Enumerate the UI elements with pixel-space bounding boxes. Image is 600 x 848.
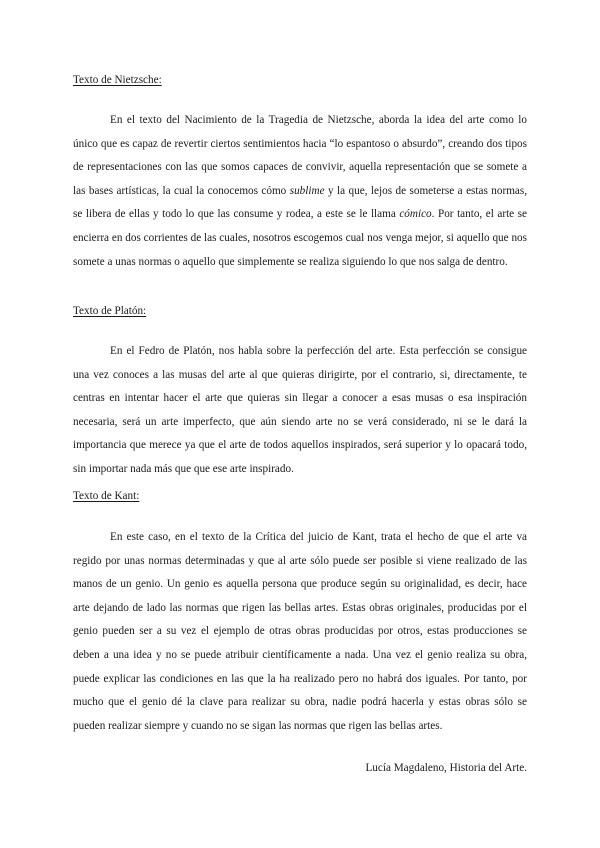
heading-kant: Texto de Kant: (73, 490, 140, 502)
nietzsche-text-part-1: En el texto del Nacimiento de la Tragedia de Nietzsche, aborda la idea del arte como lo único que es capaz de revertir ciertos sentimientos hacia “lo espantoso o absurdo”, creando dos tipos de representaciones con las que somos capaces de convivir, aquella representación que se somete a las bases artísticas, la cual la conocemos cómo (73, 114, 527, 197)
paragraph-nietzsche (73, 109, 527, 274)
paragraph-kant: En este caso, en el texto de la Crítica del juicio de Kant, trata el hecho de que el arte va regido por unas normas determinadas y que al arte sólo puede ser posible si viene realizado de las manos de un genio. Un genio es aquella persona que produce según su originalidad, es decir, hace arte dejando de lado las normas que rigen las bellas artes. Estas obras originales, producidas por el genio pueden ser a su vez el ejemplo de otras obras producidas por otros, estas producciones se deben a una idea y no se puede atribuir científicamente a nada. Una vez el genio realiza su obra, puede explicar las condiciones en las que la ha realizado pero no habrá dos iguales. Por tanto, por mucho que el genio dé la clave para realizar su obra, nadie podrá hacerla y estas obras sólo se pueden realizar siempre y cuando no se sigan las normas que rigen las bellas artes. (73, 531, 527, 732)
heading-nietzsche: Texto de Nietzsche: (73, 74, 162, 86)
nietzsche-text-part-3: . Por tanto, el arte se encierra en dos corrientes de las cuales, nosotros escogemos cual nos venga mejor, si aquello que nos somete a unas normas o aquello que simplemente se realiza siguiendo lo que nos salga de dentro. (73, 208, 528, 268)
paragraph-platon: En el Fedro de Platón, nos habla sobre la perfección del arte. Esta perfección se consigue una vez conoces a las musas del arte al que quieras dirigirte, por el contrario, si, directamente, te centras en intentar hacer el arte que quieras sin llegar a conocer a esas musas o esa inspiración necesaria, será un arte imperfecto, que aún siendo arte no se verá considerado, ni se le dará la importancia que merece ya que el arte de todos aquellos inspirados, será superior y lo opacará todo, sin importar nada más que que ese arte inspirado. (73, 345, 527, 475)
heading-platon: Texto de Platón: (73, 305, 147, 317)
term-comico: cómico (399, 208, 432, 221)
nietzsche-text-part-2: y la que, lejos de someterse a estas normas, se libera de ellas y todo lo que las consume y rodea, a este se le llama (73, 184, 528, 221)
author-signature: Lucía Magdaleno, Historia del Arte. (365, 762, 527, 774)
term-sublime: sublime (289, 184, 325, 197)
